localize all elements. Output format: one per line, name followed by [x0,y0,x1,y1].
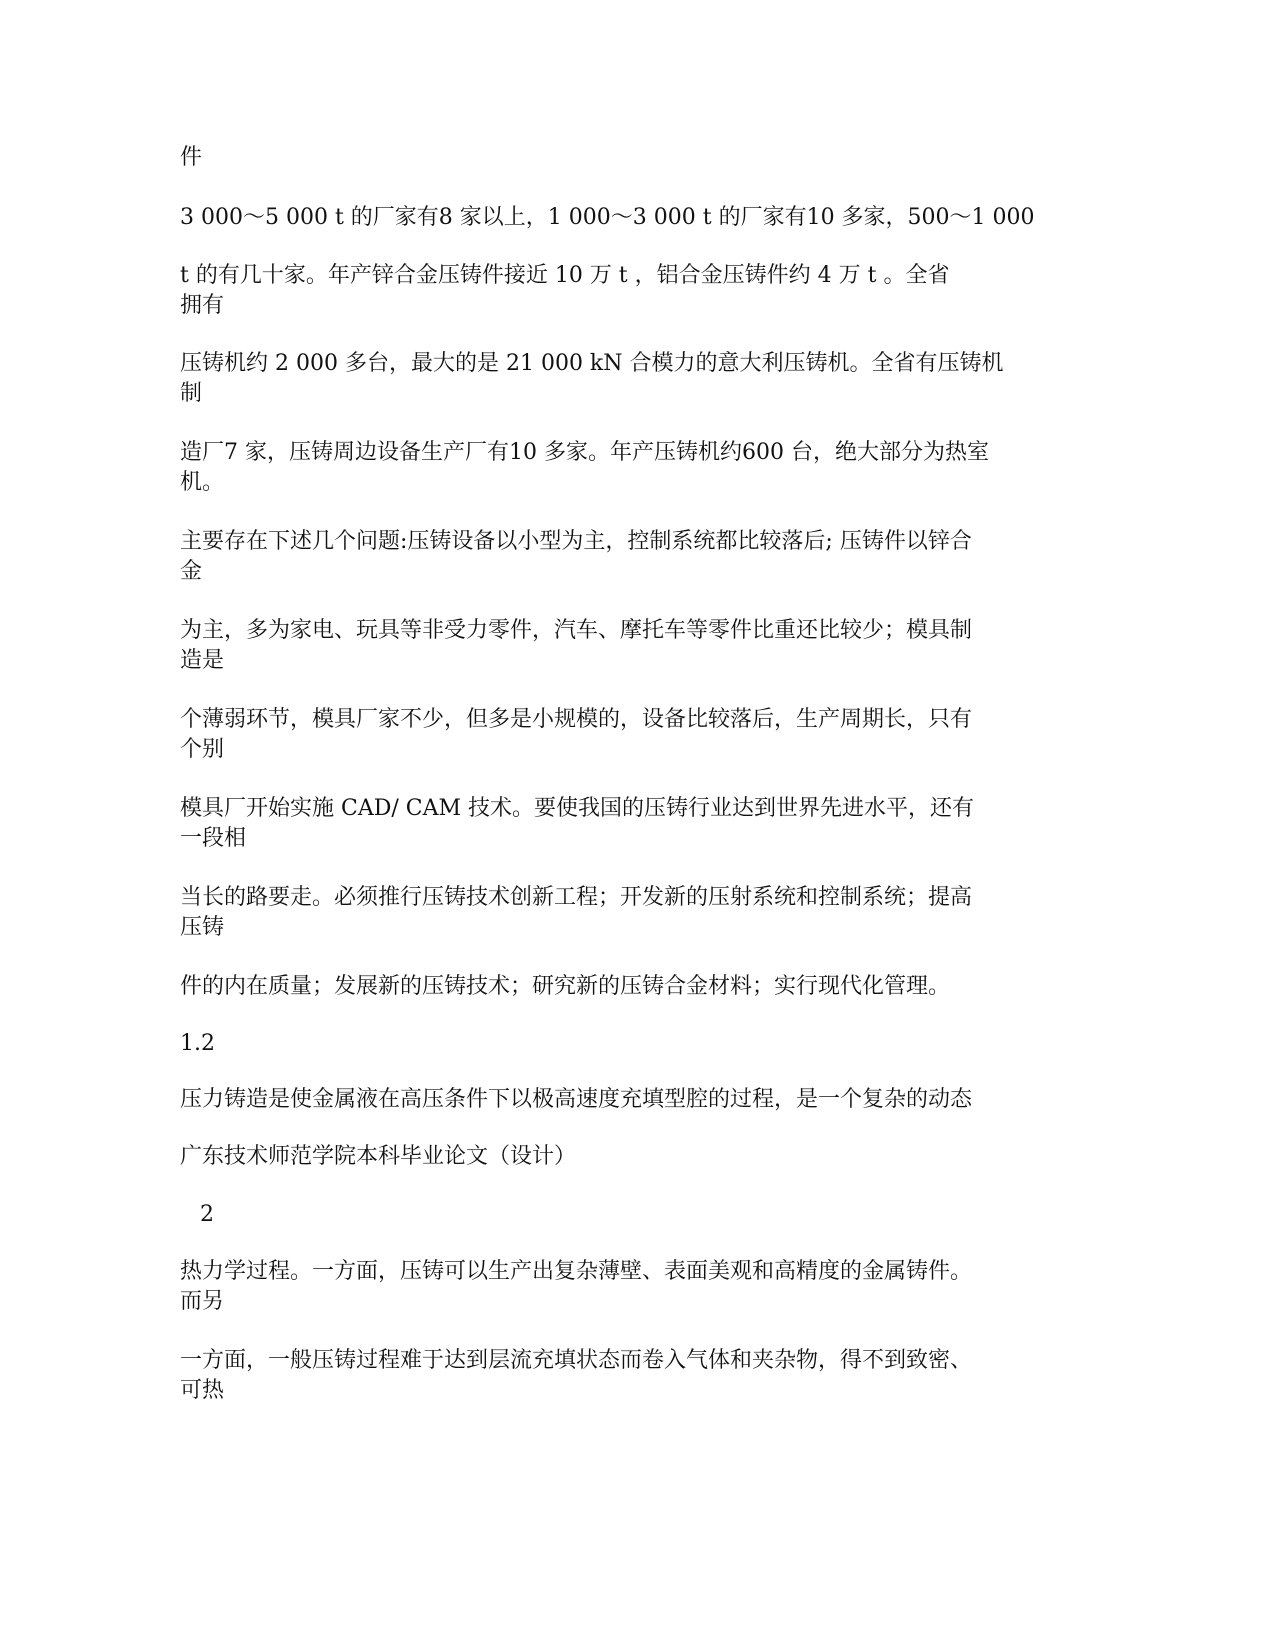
text-line: 为主，多为家电、玩具等非受力零件，汽车、摩托车等零件比重还比较少；模具制 造是 [180,618,973,673]
text-line: 个薄弱环节，模具厂家不少，但多是小规模的，设备比较落后，生产周期长，只有 个别 [180,707,973,762]
text-line: 造厂7 家，压铸周边设备生产厂有10 多家。年产压铸机约600 台，绝大部分为热室 机。 [180,440,989,495]
text-line: 主要存在下述几个问题:压铸设备以小型为主，控制系统都比较落后; 压铸件以锌合 金 [180,529,972,584]
text-line: 压铸机约 2 000 多台，最大的是 21 000 kN 合模力的意大利压铸机。全省有压铸机 制 [180,351,1004,406]
page-header-text: 广东技术师范学院本科毕业论文（设计） [180,1144,577,1169]
text-line: t 的有几十家。年产锌合金压铸件接近 10 万 t ，铝合金压铸件约 4 万 t 。全省 拥有 [180,263,950,318]
text-line: 热力学过程。一方面，压铸可以生产出复杂薄壁、表面美观和高精度的金属铸件。 而另 [180,1259,973,1314]
text-line: 件 [180,145,203,170]
text-line: 模具厂开始实施 CAD/ CAM 技术。要使我国的压铸行业达到世界先进水平，还有 一段相 [180,796,975,851]
page-number: 2 [200,1202,214,1227]
text-line: 压力铸造是使金属液在高压条件下以极高速度充填型腔的过程，是一个复杂的动态 [180,1087,973,1112]
section-number: 1.2 [180,1031,215,1056]
text-line: 一方面，一般压铸过程难于达到层流充填状态而卷入气体和夹杂物，得不到致密、 可热 [180,1348,973,1403]
text-line: 当长的路要走。必须推行压铸技术创新工程；开发新的压射系统和控制系统；提高 压铸 [180,885,973,940]
text-line: 3 000～5 000 t 的厂家有8 家以上，1 000～3 000 t 的厂家有10 多家，500～1 000 [180,205,1035,230]
text-line: 件的内在质量；发展新的压铸技术；研究新的压铸合金材料；实行现代化管理。 [180,974,951,999]
